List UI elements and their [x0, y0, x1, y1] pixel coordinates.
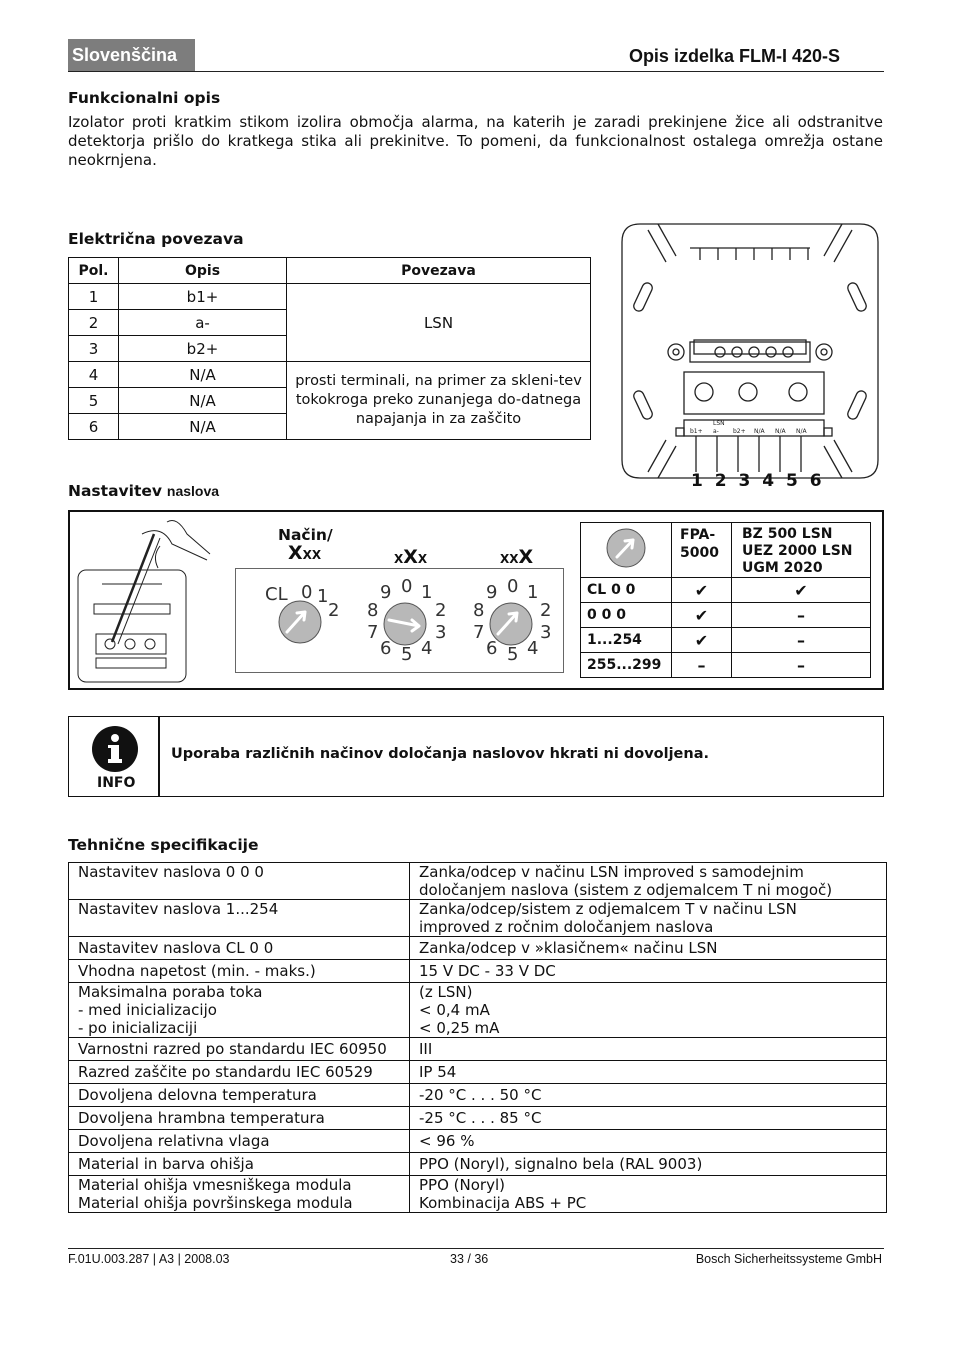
table-row	[69, 1038, 887, 1061]
dial-arrow-icon	[605, 527, 647, 569]
spec-value-line: PPO (Noryl)	[419, 1176, 505, 1194]
table-row	[581, 628, 871, 653]
language-tab: Slovenščina	[68, 39, 195, 72]
pin-desc: N/A	[119, 388, 287, 414]
spec-value	[410, 983, 887, 1038]
col-fpa-line2: 5000	[680, 545, 719, 561]
dial-digit: 8	[367, 600, 379, 621]
spec-key-line: Dovoljena delovna temperatura	[78, 1086, 317, 1104]
table-row	[69, 937, 887, 960]
spec-value	[410, 937, 887, 960]
col-fpa-line1: FPA-	[680, 527, 716, 543]
spec-value-line: improved z ročnim določanjem naslova	[419, 918, 714, 936]
col-povezava: Povezava	[287, 258, 591, 284]
spec-key-line: Material in barva ohišja	[78, 1155, 254, 1173]
dash-icon: –	[732, 628, 871, 653]
dial-digit: 3	[435, 622, 447, 643]
spec-value-line: < 0,25 mA	[419, 1019, 500, 1037]
pin-number: 5	[69, 388, 119, 414]
spec-key-line: Material ohišja površinskega modula	[78, 1194, 353, 1212]
spec-value	[410, 960, 887, 983]
address-mode-label: 1...254	[581, 628, 672, 653]
info-icon-label: INFO	[97, 775, 136, 791]
spec-key	[69, 1107, 410, 1130]
spec-key-line: Nastavitev naslova 0 0 0	[78, 863, 264, 881]
spec-value-line: Zanka/odcep/sistem z odjemalcem T v načinu LSN	[419, 900, 797, 918]
dash-icon: –	[672, 653, 732, 678]
spec-key-line: - po inicializaciji	[78, 1019, 198, 1037]
rotary-dials-panel	[235, 568, 564, 674]
spec-value-line: < 96 %	[419, 1132, 475, 1150]
dial-digit: 1	[421, 582, 433, 603]
spec-key	[69, 960, 410, 983]
dial-digit: 2	[328, 600, 340, 621]
address-mode-label: CL 0 0	[581, 578, 672, 603]
check-icon: ✔	[672, 578, 732, 603]
spec-key-line: Dovoljena hrambna temperatura	[78, 1109, 325, 1127]
info-text: Uporaba različnih načinov določanja naslovov hkrati ni dovoljena.	[171, 746, 709, 762]
dial2-label	[394, 546, 427, 568]
table-row	[581, 603, 871, 628]
dial-digit: 5	[401, 644, 413, 665]
dial-digit: 7	[367, 622, 379, 643]
spec-value	[410, 1038, 887, 1061]
lsn-mini-label: LSN	[713, 420, 725, 427]
dial-digit: 4	[527, 638, 539, 659]
terminal-label: N/A	[796, 428, 807, 435]
spec-key-line: Nastavitev naslova 1...254	[78, 900, 279, 918]
dial-digit: 7	[473, 622, 485, 643]
check-icon: ✔	[672, 628, 732, 653]
hand-screwdriver-illustration	[72, 514, 212, 686]
spec-key	[69, 983, 410, 1038]
spec-value-line: določanjem naslova (sistem z odjemalcem T ni mogoč)	[419, 881, 833, 899]
terminal-label: a-	[713, 428, 719, 435]
dial-digit: 5	[507, 644, 519, 665]
terminal-label: N/A	[754, 428, 765, 435]
col-bz-line3: UGM 2020	[742, 560, 823, 576]
header-rule	[68, 71, 884, 72]
table-row	[581, 653, 871, 678]
spec-value-line: Zanka/odcep v načinu LSN improved s samodejnim	[419, 863, 804, 881]
table-row	[69, 983, 887, 1038]
pin-number: 1	[69, 284, 119, 310]
spec-value	[410, 1176, 887, 1213]
dial-icon-cell	[581, 523, 672, 578]
spec-value-line: PPO (Noryl), signalno bela (RAL 9003)	[419, 1155, 703, 1173]
pin-number: 4	[69, 362, 119, 388]
terminal-label: b2+	[733, 428, 746, 435]
dial-digit: 8	[473, 600, 485, 621]
spec-value-line: 15 V DC - 33 V DC	[419, 962, 556, 980]
dial3-pre: XX	[500, 552, 519, 566]
spec-value-line: < 0,4 mA	[419, 1001, 490, 1019]
spec-value-line: Zanka/odcep v »klasičnem« načinu LSN	[419, 939, 718, 957]
functional-text: Izolator proti kratkim stikom izolira območja alarma, na katerih je zaradi prekinjene žice ali odstranitve detektorja prišlo do kratkega stika ali prekinitve. To pomeni, da funkcionalnost ostalega omrežja ostane neokrnjena.	[68, 113, 883, 169]
footer-rule	[68, 1248, 884, 1249]
table-row	[69, 1107, 887, 1130]
col-bz-line1: BZ 500 LSN	[742, 526, 833, 542]
info-icon	[92, 726, 138, 772]
pin-desc: b2+	[119, 336, 287, 362]
spec-key	[69, 1176, 410, 1213]
dial-digit: 6	[486, 638, 498, 659]
pin-number: 6	[69, 414, 119, 440]
spec-value	[410, 900, 887, 937]
dial-digit: 1	[527, 582, 539, 603]
functional-heading: Funkcionalni opis	[68, 89, 221, 107]
terminal-label: N/A	[775, 428, 786, 435]
dial-digit: 1	[317, 586, 329, 607]
dial1-label-top: Način/	[278, 526, 333, 544]
spec-value	[410, 1107, 887, 1130]
specs-table	[68, 862, 887, 1213]
dial-digit: 9	[486, 582, 498, 603]
dial2-pre: X	[394, 552, 404, 566]
spec-key-line: Razred zaščite po standardu IEC 60529	[78, 1063, 373, 1081]
footer-page-number: 33 / 36	[450, 1252, 489, 1266]
address-compat-table	[580, 522, 871, 678]
spec-value-line: III	[419, 1040, 433, 1058]
table-row	[69, 362, 591, 388]
col-fpa	[672, 523, 732, 578]
spec-value-line: IP 54	[419, 1063, 457, 1081]
table-row	[69, 960, 887, 983]
dash-icon: –	[732, 603, 871, 628]
dial-mode-cl: CL	[265, 584, 288, 605]
spec-value-line: -20 °C . . . 50 °C	[419, 1086, 542, 1104]
dial2-post: X	[417, 552, 428, 566]
col-bz	[732, 523, 871, 578]
spec-key-line: - med inicializacijo	[78, 1001, 217, 1019]
dial1-small: XX	[302, 548, 322, 562]
pin-number: 3	[69, 336, 119, 362]
dial-digit: 9	[380, 582, 392, 603]
table-row	[581, 578, 871, 603]
footer-doc-id: F.01U.003.287 | A3 | 2008.03	[68, 1252, 230, 1266]
address-heading	[68, 482, 219, 500]
dial-digit: 4	[421, 638, 433, 659]
table-row	[69, 1153, 887, 1176]
spec-value	[410, 1084, 887, 1107]
device-outline	[622, 224, 878, 478]
table-row	[69, 1130, 887, 1153]
spec-key	[69, 937, 410, 960]
dial-digit: 6	[380, 638, 392, 659]
terminal-numbers: 1 2 3 4 5 6	[691, 471, 825, 491]
spec-value-line: Kombinacija ABS + PC	[419, 1194, 587, 1212]
dial3-big: X	[518, 546, 534, 568]
dial-digit: 2	[435, 600, 447, 621]
spec-value	[410, 1130, 887, 1153]
table-row	[69, 863, 887, 900]
address-heading-bold: Nastavitev	[68, 482, 162, 500]
spec-key	[69, 1084, 410, 1107]
spec-key	[69, 900, 410, 937]
dash-icon: –	[732, 653, 871, 678]
col-bz-line2: UEZ 2000 LSN	[742, 543, 853, 559]
pin-desc: N/A	[119, 362, 287, 388]
spec-value-line: (z LSN)	[419, 983, 473, 1001]
spec-key-line: Varnostni razred po standardu IEC 60950	[78, 1040, 387, 1058]
footer-company: Bosch Sicherheitssysteme GmbH	[695, 1252, 882, 1266]
spec-key-line: Nastavitev naslova CL 0 0	[78, 939, 274, 957]
address-mode-label: 255...299	[581, 653, 672, 678]
table-row	[69, 900, 887, 937]
free-terminals-group: prosti terminali, na primer za skleni-tev tokokroga preko zunanjega do-datnega napajanja in za zaščito	[287, 362, 591, 440]
col-pol: Pol.	[69, 258, 119, 284]
document-title: Opis izdelka FLM-I 420-S	[628, 46, 840, 66]
table-row	[69, 284, 591, 310]
col-opis: Opis	[119, 258, 287, 284]
check-icon: ✔	[732, 578, 871, 603]
pin-desc: N/A	[119, 414, 287, 440]
spec-value	[410, 1061, 887, 1084]
dial-digit: 2	[540, 600, 552, 621]
table-row	[69, 1084, 887, 1107]
dial2-big: X	[403, 546, 418, 568]
pin-table	[68, 257, 591, 440]
address-heading-rest: naslova	[166, 483, 220, 499]
pin-number: 2	[69, 310, 119, 336]
spec-key-line: Material ohišja vmesniškega modula	[78, 1176, 352, 1194]
spec-key	[69, 863, 410, 900]
spec-key	[69, 1038, 410, 1061]
spec-key-line: Vhodna napetost (min. - maks.)	[78, 962, 316, 980]
lsn-group: LSN	[287, 284, 591, 362]
dial-digit: 0	[507, 576, 519, 597]
dial3-label	[500, 546, 533, 568]
dial1-label	[278, 526, 333, 564]
spec-key	[69, 1130, 410, 1153]
spec-key	[69, 1061, 410, 1084]
specs-heading: Tehnične specifikacije	[68, 836, 259, 854]
info-separator	[158, 716, 160, 797]
spec-value-line: -25 °C . . . 85 °C	[419, 1109, 542, 1127]
spec-key-line: Maksimalna poraba toka	[78, 983, 263, 1001]
spec-key	[69, 1153, 410, 1176]
address-mode-label: 0 0 0	[581, 603, 672, 628]
spec-value	[410, 863, 887, 900]
pin-desc: b1+	[119, 284, 287, 310]
electrical-heading: Električna povezava	[68, 230, 244, 248]
pin-desc: a-	[119, 310, 287, 336]
dial-digit: 0	[301, 582, 313, 603]
dial-digit: 0	[401, 576, 413, 597]
table-row	[69, 1176, 887, 1213]
spec-key-line: Dovoljena relativna vlaga	[78, 1132, 270, 1150]
table-row	[69, 1061, 887, 1084]
dial-digit: 3	[540, 622, 552, 643]
device-diagram	[618, 220, 882, 492]
spec-value	[410, 1153, 887, 1176]
check-icon: ✔	[672, 603, 732, 628]
dial1-big: X	[288, 542, 303, 564]
terminal-label: b1+	[690, 428, 703, 435]
